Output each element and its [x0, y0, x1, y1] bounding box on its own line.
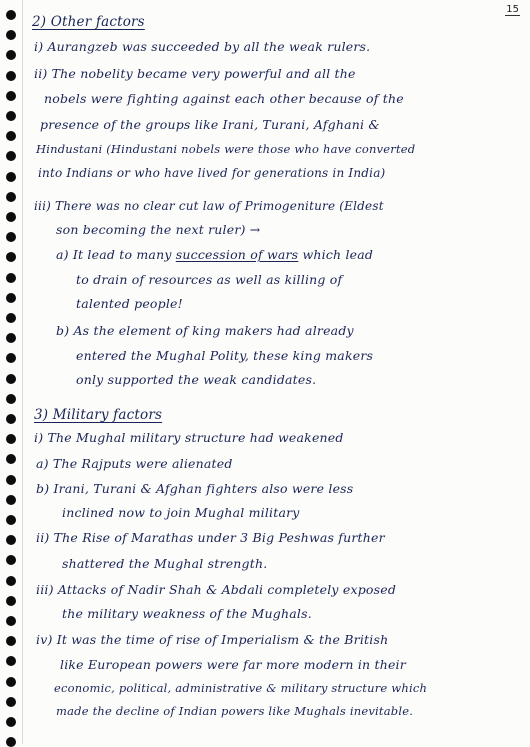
text-line: economic, political, administrative & military structure which [54, 681, 428, 695]
margin-line [22, 0, 23, 744]
binding-hole [6, 273, 16, 283]
text-line-with-underline [56, 247, 373, 262]
binding-hole [6, 212, 16, 222]
binding-hole [6, 374, 16, 384]
binding-hole [6, 616, 16, 626]
binding-hole [6, 515, 16, 525]
binding-hole [6, 475, 16, 485]
text-line: i) The Mughal military structure had weakened [34, 430, 344, 445]
text-line: iii) There was no clear cut law of Primogeniture (Eldest [34, 199, 384, 213]
binding-hole [6, 717, 16, 727]
binding-hole [6, 454, 16, 464]
binding-hole [6, 151, 16, 161]
text-line: presence of the groups like Irani, Turani, Afghani & [40, 117, 380, 132]
text-line: shattered the Mughal strength. [62, 556, 268, 571]
text-line: iii) Attacks of Nadir Shah & Abdali completely exposed [36, 582, 397, 597]
text-line: only supported the weak candidates. [76, 372, 317, 387]
binding-hole [6, 353, 16, 363]
text-line: Hindustani (Hindustani nobels were those who have converted [36, 142, 416, 156]
text-line: like European powers were far more modern in their [60, 657, 406, 672]
binding-hole [6, 293, 16, 303]
binding-hole [6, 677, 16, 687]
binding-hole [6, 414, 16, 424]
binding-hole [6, 596, 16, 606]
binding-hole [6, 636, 16, 646]
binding-hole [6, 555, 16, 565]
spiral-binding-holes [0, 0, 22, 744]
text-line: nobels were fighting against each other because of the [44, 91, 404, 106]
binding-hole [6, 313, 16, 323]
binding-hole [6, 30, 16, 40]
text-segment: a) It lead to many [56, 247, 176, 262]
text-line: made the decline of Indian powers like Mughals inevitable. [56, 704, 414, 718]
text-line: b) Irani, Turani & Afghan fighters also were less [36, 481, 354, 496]
binding-hole [6, 50, 16, 60]
text-line: b) As the element of king makers had already [56, 323, 354, 338]
binding-hole [6, 333, 16, 343]
binding-hole [6, 172, 16, 182]
binding-hole [6, 10, 16, 20]
binding-hole [6, 434, 16, 444]
text-line: inclined now to join Mughal military [62, 505, 300, 520]
text-line: ii) The Rise of Marathas under 3 Big Peshwas further [36, 530, 385, 545]
binding-hole [6, 131, 16, 141]
binding-hole [6, 252, 16, 262]
binding-hole [6, 656, 16, 666]
binding-hole [6, 394, 16, 404]
underlined-phrase: succession of wars [175, 247, 299, 262]
text-segment: which lead [298, 247, 374, 262]
text-line: into Indians or who have lived for generations in India) [38, 166, 386, 180]
binding-hole [6, 495, 16, 505]
binding-hole [6, 192, 16, 202]
heading-military-factors: 3) Military factors [34, 407, 163, 423]
binding-hole [6, 697, 16, 707]
text-line: ii) The nobelity became very powerful and all the [34, 66, 356, 81]
text-line: iv) It was the time of rise of Imperialism & the British [36, 632, 389, 647]
text-line: entered the Mughal Polity, these king makers [76, 348, 374, 363]
binding-hole [6, 91, 16, 101]
binding-hole [6, 71, 16, 81]
text-line: to drain of resources as well as killing of [76, 272, 343, 287]
text-line: the military weakness of the Mughals. [62, 606, 312, 621]
text-line: i) Aurangzeb was succeeded by all the weak rulers. [34, 39, 371, 54]
binding-hole [6, 576, 16, 586]
binding-hole [6, 737, 16, 747]
binding-hole [6, 111, 16, 121]
text-line: a) The Rajputs were alienated [36, 456, 233, 471]
binding-hole [6, 535, 16, 545]
text-line: talented people! [76, 296, 183, 311]
heading-other-factors: 2) Other factors [32, 14, 145, 30]
binding-hole [6, 232, 16, 242]
text-line: son becoming the next ruler) → [56, 222, 261, 237]
page-number: 15 [506, 4, 519, 15]
